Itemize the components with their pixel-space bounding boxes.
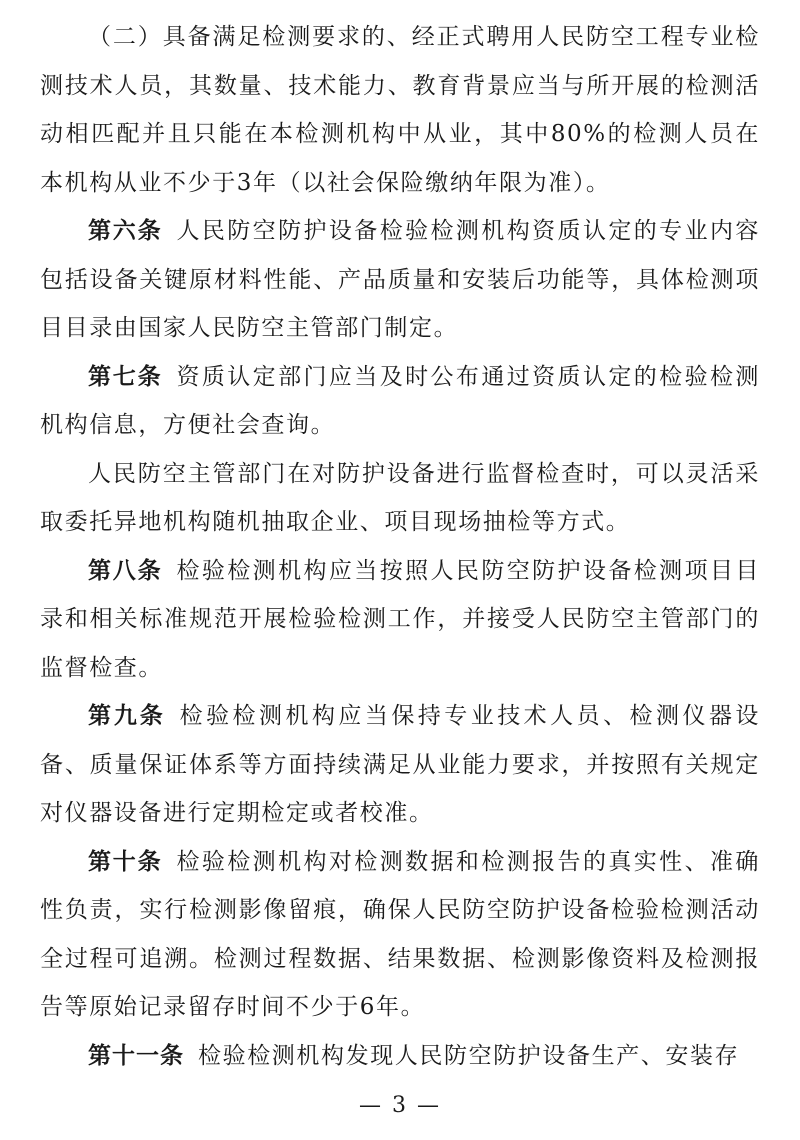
article-11-heading: 第十一条 [88,1042,184,1069]
paragraph-1 [40,13,760,207]
article-10 [40,838,760,1032]
article-7-paragraph-2-text: 人民防空主管部门在对防护设备进行监督检查时，可以灵活采取委托异地机构随机抽取企业、项目现场抽检等方式。 [40,460,760,535]
article-9-text: 检验检测机构应当保持专业技术人员、检测仪器设备、质量保证体系等方面持续满足从业能力要求，并按照有关规定对仪器设备进行定期检定或者校准。 [40,703,761,826]
article-7-text: 资质认定部门应当及时公布通过资质认定的检验检测机构信息，方便社会查询。 [40,363,761,438]
paragraph-1-text: （二）具备满足检测要求的、经正式聘用人民防空工程专业检测技术人员，其数量、技术能力、教育背景应当与所开展的检测活动相匹配并且只能在本检测机构中从业，其中80%的检测人员在本机构从业不少于3年（以社会保险缴纳年限为准）。 [40,24,760,196]
article-9 [40,692,760,838]
article-6-text: 人民防空防护设备检验检测机构资质认定的专业内容包括设备关键原材料性能、产品质量和安装后功能等，具体检测项目目录由国家人民防空主管部门制定。 [40,218,761,341]
article-6 [40,207,760,353]
document-page [40,13,760,1080]
article-6-heading: 第六条 [88,218,163,244]
article-11-text: 检验检测机构发现人民防空防护设备生产、安装存 [198,1042,740,1069]
page-number: — 3 — [359,1093,441,1118]
article-10-text: 检验检测机构对检测数据和检测报告的真实性、准确性负责，实行检测影像留痕，确保人民防空防护设备检验检测活动全过程可追溯。检测过程数据、结果数据、检测影像资料及检测报告等原始记录留存时间不少于6年。 [40,848,761,1020]
article-7-paragraph-2 [40,450,760,547]
article-8 [40,547,760,693]
article-7-heading: 第七条 [88,363,163,390]
article-8-heading: 第八条 [88,557,163,584]
article-7 [40,353,760,450]
article-9-heading: 第九条 [88,703,166,729]
article-11 [40,1032,760,1081]
article-8-text: 检验检测机构应当按照人民防空防护设备检测项目目录和相关标准规范开展检验检测工作，并接受人民防空主管部门的监督检查。 [40,557,761,681]
article-10-heading: 第十条 [88,848,163,875]
